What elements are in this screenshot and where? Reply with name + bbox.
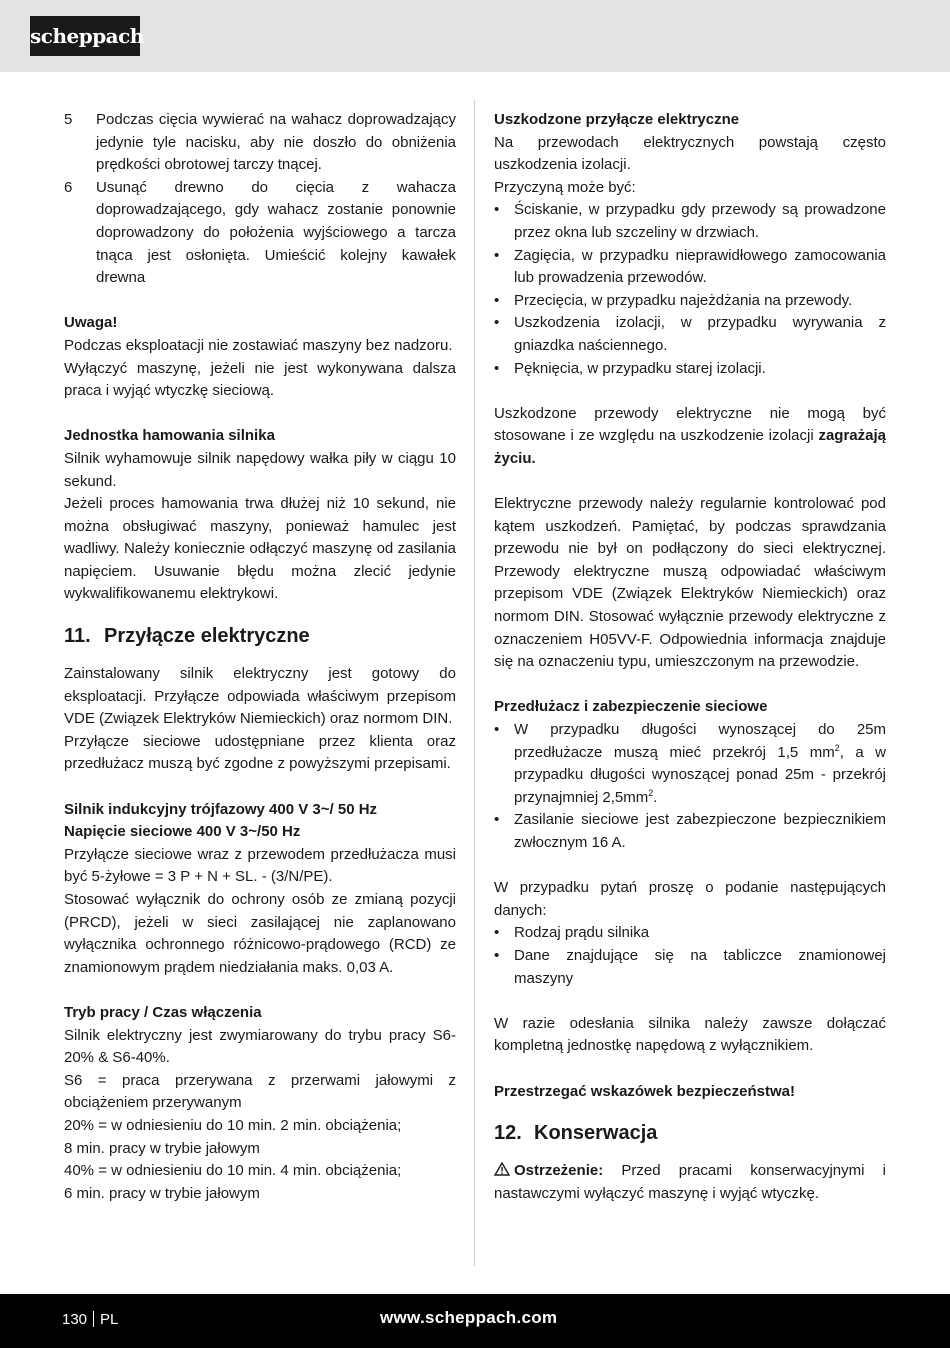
section-title-text: Konserwacja <box>534 1122 658 1145</box>
safety-note: Przestrzegać wskazówek bezpieczeństwa! <box>494 1082 795 1100</box>
left-column <box>64 109 456 1205</box>
check-paragraph: Elektryczne przewody należy regularnie kontrolować pod kątem uszkodzeń. Pamiętać, by podczas sprawdzania przewodu nie był on podłączony do sieci elektrycznej. Przewody elektryczne muszą odpowiadać właściwym przepisom VDE (Związek Elektryków Niemieckich) oraz normom DIN. Stosować wyłącznie przewody elektryczne z oznaczeniem H05VV-F. Odpowiednia informacja znajduje się na oznaczeniu typu, umieszczonym na przewodzie. <box>494 495 886 671</box>
mode-paragraph: Silnik elektryczny jest zwymiarowany do trybu pracy S6-20% & S6-40%. <box>64 1026 456 1067</box>
right-column <box>494 109 886 1205</box>
cause-intro: Przyczyną może być: <box>494 178 636 196</box>
list-item: • W przypadku długości wynoszącej do 25m przedłużacze muszą mieć przekrój 1,5 $mm^2$, a w przypadku długości wynoszącej ponad 25m - przekrój przynajmniej $2,5mm^2$. <box>494 721 886 806</box>
step-item <box>64 177 456 290</box>
voltage-heading: Napięcie sieciowe 400 V 3~/50 Hz <box>64 823 301 841</box>
extension-heading: Przedłużacz i zabezpieczenie sieciowe <box>494 698 768 716</box>
list-item: • Zasilanie sieciowe jest zabezpieczone bezpiecznikiem zwłocznym 16 A. <box>494 811 886 851</box>
step-text: Usunąć drewno do cięcia z wahacza doprowadzającego, gdy wahacz zostanie ponownie doprowadzony do położenia wyjściowego a tarcza tnąca jest osłonięta. Umieścić kolejny kawałek drewna <box>96 178 456 287</box>
s11-paragraph: Przyłącze sieciowe udostępniane przez klienta oraz przedłużacz muszą być zgodne z powyższymi przepisami. <box>64 732 456 773</box>
page-header <box>0 0 950 72</box>
step-item <box>64 109 456 177</box>
step-text: Podczas cięcia wywierać na wahacz doprowadzający jedynie tyle nacisku, aby nie doszło do obniżenia prędkości obrotowej tarczy tnącej. <box>96 111 456 174</box>
damaged-heading: Uszkodzone przyłącze elektryczne <box>494 111 740 128</box>
list-item: • Przecięcia, w przypadku najeżdżania na przewody. <box>494 291 853 309</box>
mode-paragraph: S6 = praca przerywana z przerwami jałowymi z obciążeniem przerywanym <box>64 1071 456 1112</box>
motor-paragraph: Stosować wyłącznik do ochrony osób ze zmianą pozycji (PRCD), jeżeli w sieci zasilającej nie zaplanowano wyłącznika ochronnego różnicowo-prądowego (RCD) ze znamionowym prądem niedziałania maks. 0,03 A. <box>64 891 456 976</box>
questions-intro: W przypadku pytań proszę o podanie następujących danych: <box>494 879 886 919</box>
danger-paragraph: Uszkodzone przewody elektryczne nie mogą być stosowane i ze względu na uszkodzenie izolacji zagrażają życiu. <box>494 404 886 467</box>
warning-triangle-icon <box>494 1162 510 1176</box>
warning-label: Ostrzeżenie: <box>514 1162 604 1180</box>
list-item: • Pęknięcia, w przypadku starej izolacji. <box>494 359 766 377</box>
scheppach-logo: scheppach <box>30 16 140 56</box>
section-number: 11. <box>64 625 91 648</box>
section-11-title <box>64 623 456 649</box>
list-item: • Ściskanie, w przypadku gdy przewody są prowadzone przez okna lub szczeliny w drzwiach. <box>494 201 886 241</box>
page-footer <box>0 1294 950 1348</box>
brake-heading: Jednostka hamowania silnika <box>64 427 275 445</box>
mode-line: 8 min. pracy w trybie jałowym <box>64 1139 260 1157</box>
mode-heading: Tryb pracy / Czas włączenia <box>64 1003 262 1021</box>
list-item: • Uszkodzenia izolacji, w przypadku wyrywania z gniazdka naściennego. <box>494 314 886 354</box>
brake-paragraph: Jeżeli proces hamowania trwa dłużej niż 10 sekund, nie można obsługiwać maszyny, ponieważ hamulec jest wadliwy. Należy koniecznie odłączyć maszynę od zasilania napięciem. Usuwanie błędu można zlecić jedynie wykwalifikowanemu elektrykowi. <box>64 495 456 603</box>
step-number: 6 <box>64 178 73 196</box>
damaged-paragraph: Na przewodach elektrycznych powstają często uszkodzenia izolacji. <box>494 133 886 174</box>
brake-paragraph: Silnik wyhamowuje silnik napędowy wałka piły w ciągu 10 sekund. <box>64 449 456 490</box>
list-item: • Zagięcia, w przypadku nieprawidłowego zamocowania lub prowadzenia przewodów. <box>494 246 886 287</box>
list-item: • Rodzaj prądu silnika <box>494 924 650 942</box>
motor-heading: Silnik indukcyjny trójfazowy 400 V 3~/ 50 Hz <box>64 800 378 818</box>
uwaga-heading: Uwaga! <box>64 314 118 332</box>
warning-paragraph: Ostrzeżenie: Przed pracami konserwacyjnymi i nastawczymi wyłączyć maszynę i wyjąć wtyczkę. <box>494 1162 886 1202</box>
return-paragraph: W razie odesłania silnika należy zawsze dołączać kompletną jednostkę napędową z wyłącznikiem. <box>494 1014 886 1055</box>
section-12-title <box>494 1120 886 1146</box>
mode-line: 40% = w odniesieniu do 10 min. 4 min. obciążenia; <box>64 1162 402 1180</box>
s11-paragraph: Zainstalowany silnik elektryczny jest gotowy do eksploatacji. Przyłącze odpowiada właściwym przepisom VDE (Związek Elektryków Niemieckich) oraz normom DIN. <box>64 665 456 728</box>
uwaga-paragraph: Podczas eksploatacji nie zostawiać maszyny bez nadzoru. <box>64 336 453 354</box>
mode-line: 6 min. pracy w trybie jałowym <box>64 1184 260 1202</box>
website-link: www.scheppach.com <box>380 1308 558 1327</box>
section-title-text: Przyłącze elektryczne <box>104 625 310 648</box>
section-number: 12. <box>494 1122 522 1145</box>
uwaga-paragraph: Wyłączyć maszynę, jeżeli nie jest wykonywana dalsza praca i wyjąć wtyczkę sieciową. <box>64 359 456 400</box>
column-divider <box>474 100 475 1266</box>
language-code: PL <box>100 1311 119 1328</box>
mode-line: 20% = w odniesieniu do 10 min. 2 min. obciążenia; <box>64 1116 402 1134</box>
list-item: • Dane znajdujące się na tabliczce znamionowej maszyny <box>494 946 886 987</box>
step-number: 5 <box>64 111 73 128</box>
motor-paragraph: Przyłącze sieciowe wraz z przewodem przedłużacza musi być 5-żyłowe = 3 P + N + SL. - (3/N/PE). <box>64 845 456 886</box>
page-number: 130 PL <box>62 1311 119 1328</box>
